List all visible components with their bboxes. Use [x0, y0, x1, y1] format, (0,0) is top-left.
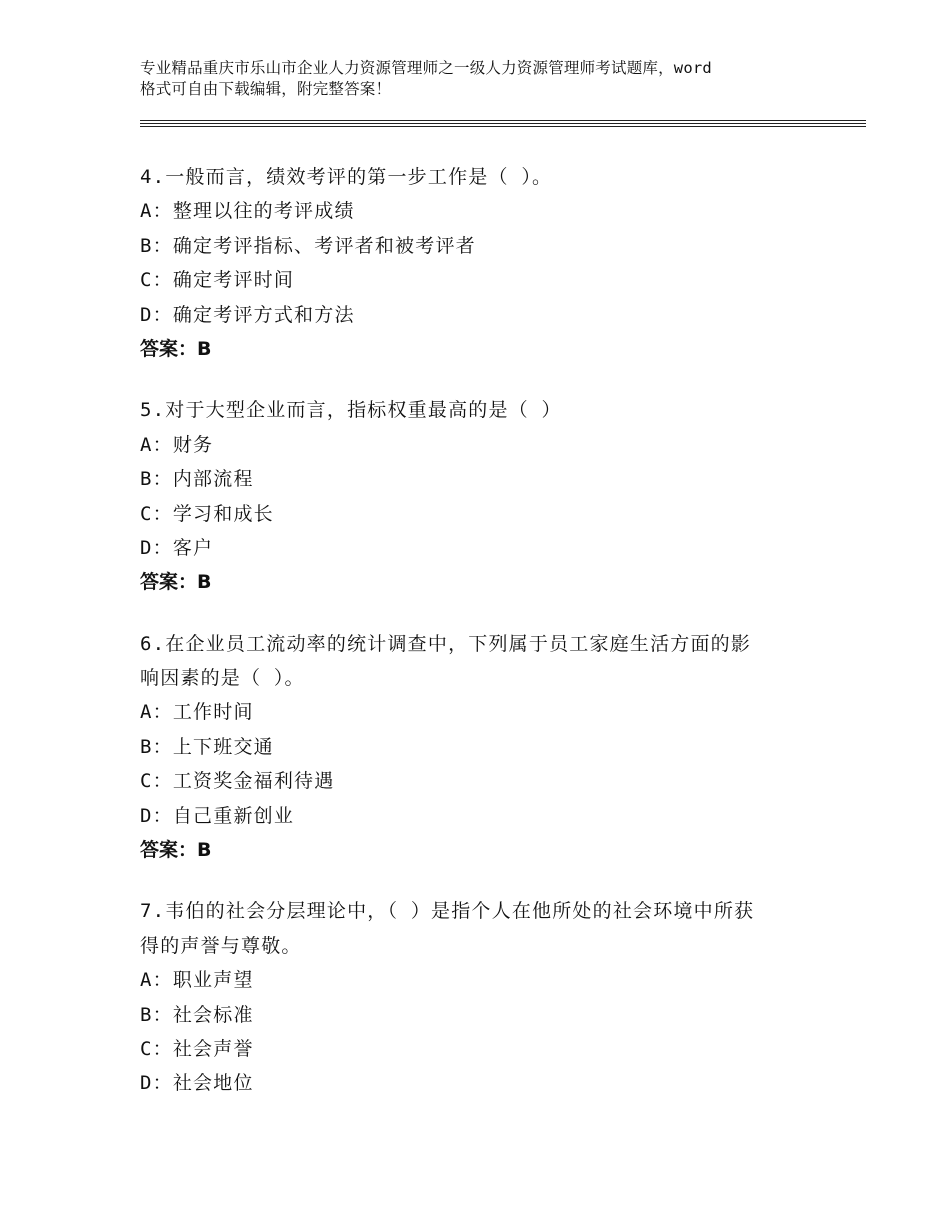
- answer-label: 答案：B: [140, 571, 212, 594]
- question-stem-line-1: 7.韦伯的社会分层理论中，（ ）是指个人在他所处的社会环境中所获: [140, 900, 755, 923]
- option-d: D：客户: [140, 536, 214, 559]
- option-c: C：工资奖金福利待遇: [140, 770, 335, 793]
- question-7: [140, 894, 840, 1100]
- option-d: D：自己重新创业: [140, 804, 295, 827]
- question-4: [140, 160, 840, 366]
- option-c: C：社会声誉: [140, 1037, 254, 1060]
- header-divider-top: [140, 120, 866, 121]
- option-b: B：社会标准: [140, 1003, 254, 1026]
- option-d: D：确定考评方式和方法: [140, 303, 355, 326]
- answer-label: 答案：B: [140, 337, 212, 360]
- question-5: [140, 393, 840, 599]
- question-stem-line-1: 6.在企业员工流动率的统计调查中，下列属于员工家庭生活方面的影: [140, 632, 752, 655]
- option-c: C：学习和成长: [140, 502, 274, 525]
- option-a: A：整理以往的考评成绩: [140, 200, 355, 223]
- header-divider-bottom: [140, 126, 866, 127]
- question-stem-line-2: 得的声誉与尊敬。: [140, 934, 302, 957]
- option-d: D：社会地位: [140, 1072, 254, 1095]
- header-title-line-2: 格式可自由下载编辑，附完整答案！: [140, 80, 392, 98]
- document-header: [140, 58, 830, 100]
- question-list: [140, 160, 840, 1128]
- header-title-line-1: 专业精品重庆市乐山市企业人力资源管理师之一级人力资源管理师考试题库，word: [140, 59, 712, 77]
- option-b: B：确定考评指标、考评者和被考评者: [140, 234, 476, 257]
- option-a: A：财务: [140, 433, 214, 456]
- option-b: B：内部流程: [140, 468, 254, 491]
- answer-label: 答案：B: [140, 839, 212, 862]
- option-b: B：上下班交通: [140, 735, 274, 758]
- question-stem-line-2: 响因素的是（ ）。: [140, 667, 305, 690]
- question-6: [140, 627, 840, 868]
- option-c: C：确定考评时间: [140, 269, 295, 292]
- option-a: A：职业声望: [140, 969, 254, 992]
- header-divider-middle: [140, 123, 866, 124]
- option-a: A：工作时间: [140, 701, 254, 724]
- question-stem: 4.一般而言，绩效考评的第一步工作是（ ）。: [140, 166, 553, 188]
- question-stem: 5.对于大型企业而言，指标权重最高的是（ ）: [140, 399, 562, 422]
